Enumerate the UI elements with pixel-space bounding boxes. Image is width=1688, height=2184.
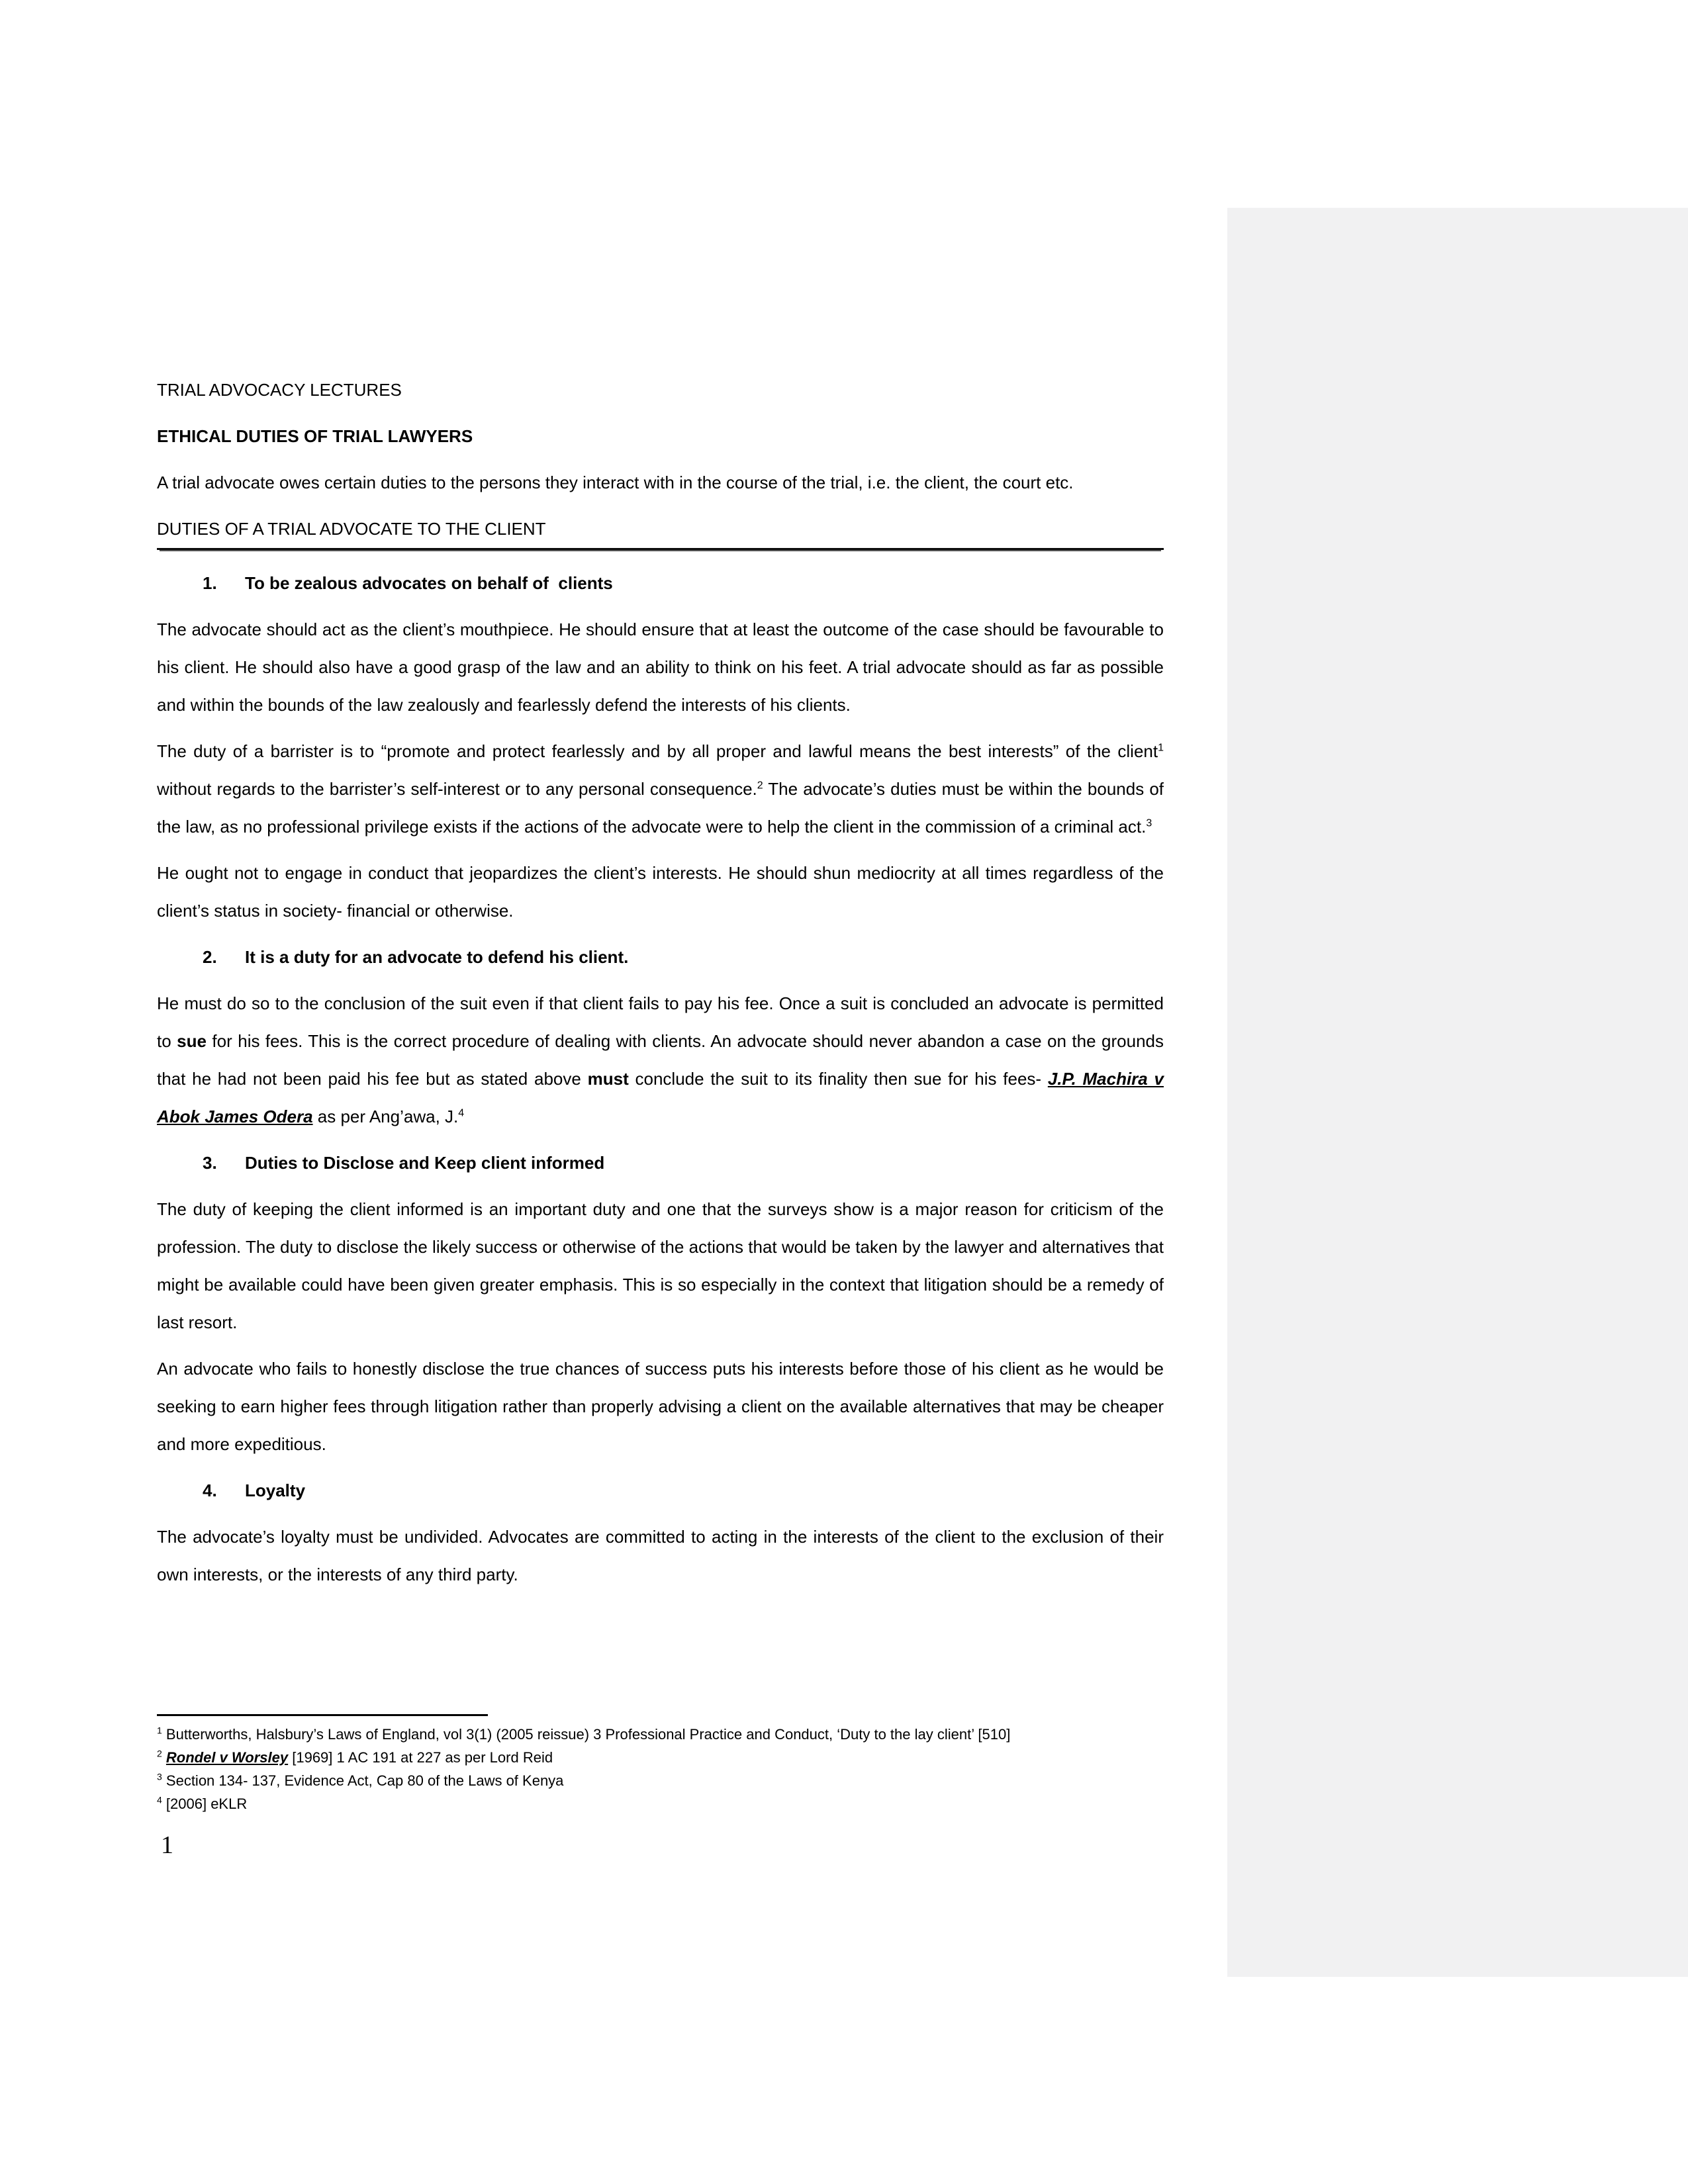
text-run: The advocate should act as the client’s mouthpiece. He should ensure that at least the outcome of the case should be favourable to his client. He should also have a good grasp of the law and an ability to think on his feet. A trial advocate should as far as possible and within the bounds of the law zealously and fearlessly defend the interests of his clients. (157, 619, 1164, 715)
document-body (157, 371, 1164, 1602)
text-run: To be zealous advocates on behalf of clients (245, 573, 613, 593)
list-number: 2. (203, 947, 217, 967)
numbered-heading (157, 1472, 1164, 1510)
paragraph (157, 985, 1164, 1136)
footnote-ref: 3 (1146, 817, 1152, 829)
paragraph (157, 1191, 1164, 1342)
text-run: A trial advocate owes certain duties to the persons they interact with in the course of the trial, i.e. the client, the court etc. (157, 473, 1074, 492)
heading-text (245, 573, 613, 593)
footnote (157, 1769, 1164, 1792)
list-number: 4. (203, 1480, 217, 1500)
text-run: The duty of keeping the client informed is an important duty and one that the surveys show is a major reason for criticism of the profession. The duty to disclose the likely success or otherwise of the actions that would be taken by the lawyer and alternatives that might be available could have been given greater emphasis. This is so especially in the context that litigation should be a remedy of last resort. (157, 1199, 1164, 1332)
text-run: He ought not to engage in conduct that jeopardizes the client’s interests. He should shun mediocrity at all times regardless of the client’s status in society- financial or otherwise. (157, 863, 1164, 921)
text-run: Butterworths, Halsbury’s Laws of England, vol 3(1) (2005 reissue) 3 Professional Practice and Conduct, ‘Duty to the lay client’ [510] (162, 1726, 1011, 1743)
ruled-heading (157, 510, 1164, 550)
text-run: must (587, 1069, 629, 1089)
numbered-heading (157, 1144, 1164, 1182)
list-number: 3. (203, 1153, 217, 1173)
paragraph (157, 1518, 1164, 1594)
numbered-heading (157, 938, 1164, 976)
heading-text (245, 1153, 604, 1173)
text-run: An advocate who fails to honestly disclose the true chances of success puts his interests before those of his client as he would be seeking to earn higher fees through litigation rather than properly advising a client on the available alternatives that may be cheaper and more expeditious. (157, 1359, 1164, 1454)
footnote-number: 3 (157, 1771, 162, 1782)
text-run: TRIAL ADVOCACY LECTURES (157, 380, 402, 400)
page-number: 1 (161, 1831, 173, 1859)
right-gray-panel (1227, 208, 1688, 1977)
footnote-number: 2 (157, 1748, 162, 1759)
footnote-number: 4 (157, 1794, 162, 1805)
text-run: The advocate’s duties must be within the bounds of the law, as no professional privilege exists if the actions of the advocate were to help the client in the commission of a criminal act. (157, 779, 1164, 837)
footnotes-section (157, 1714, 1164, 1815)
heading-text (245, 947, 628, 967)
text-run: [1969] 1 AC 191 at 227 as per Lord Reid (288, 1749, 553, 1766)
paragraph (157, 464, 1164, 502)
footnote-ref: 2 (757, 780, 763, 792)
text-run: Section 134- 137, Evidence Act, Cap 80 of the Laws of Kenya (162, 1772, 564, 1789)
title-bold (157, 418, 1164, 455)
text-run: It is a duty for an advocate to defend his client. (245, 947, 629, 967)
paragraph (157, 1350, 1164, 1463)
text-run: The duty of a barrister is to “promote and protect fearlessly and by all proper and lawful means the best interests” of the client (157, 741, 1158, 761)
text-run: Loyalty (245, 1480, 306, 1500)
text-run: for his fees. This is the correct procedure of dealing with clients. An advocate should never abandon a case on the grounds that he had not been paid his fee but as stated above (157, 1031, 1164, 1089)
list-number: 1. (203, 573, 217, 593)
text-run: J.P. Machira v Abok James Odera (157, 1069, 1164, 1126)
text-run: conclude the suit to its finality then sue for his fees- (628, 1069, 1048, 1089)
numbered-heading (157, 565, 1164, 602)
paragraph (157, 854, 1164, 930)
text-run: The advocate’s loyalty must be undivided. Advocates are committed to acting in the interests of the client to the exclusion of their own interests, or the interests of any third party. (157, 1527, 1164, 1584)
title (157, 371, 1164, 409)
text-run: He must do so to the conclusion of the suit even if that client fails to pay his fee. Once a suit is concluded an advocate is permitted to (157, 993, 1164, 1051)
footnote-ref: 4 (458, 1107, 465, 1119)
text-run: Duties to Disclose and Keep client informed (245, 1153, 605, 1173)
text-run: DUTIES OF A TRIAL ADVOCATE TO THE CLIENT (157, 519, 546, 539)
text-run: without regards to the barrister’s self-interest or to any personal consequence. (157, 779, 757, 799)
footnote (157, 1792, 1164, 1815)
footnote (157, 1723, 1164, 1746)
footnote-number: 1 (157, 1725, 162, 1736)
text-run: sue (177, 1031, 207, 1051)
text-run: ETHICAL DUTIES OF TRIAL LAWYERS (157, 426, 473, 446)
text-run: Rondel v Worsley (165, 1749, 289, 1766)
footnote-list (157, 1723, 1164, 1815)
footnote (157, 1746, 1164, 1769)
paragraph (157, 611, 1164, 724)
heading-text (245, 1480, 305, 1500)
text-run: as per Ang’awa, J. (312, 1107, 459, 1126)
text-run: [2006] eKLR (162, 1796, 248, 1812)
footnote-ref: 1 (1158, 742, 1164, 754)
paragraph (157, 733, 1164, 846)
footnote-separator (157, 1714, 488, 1716)
